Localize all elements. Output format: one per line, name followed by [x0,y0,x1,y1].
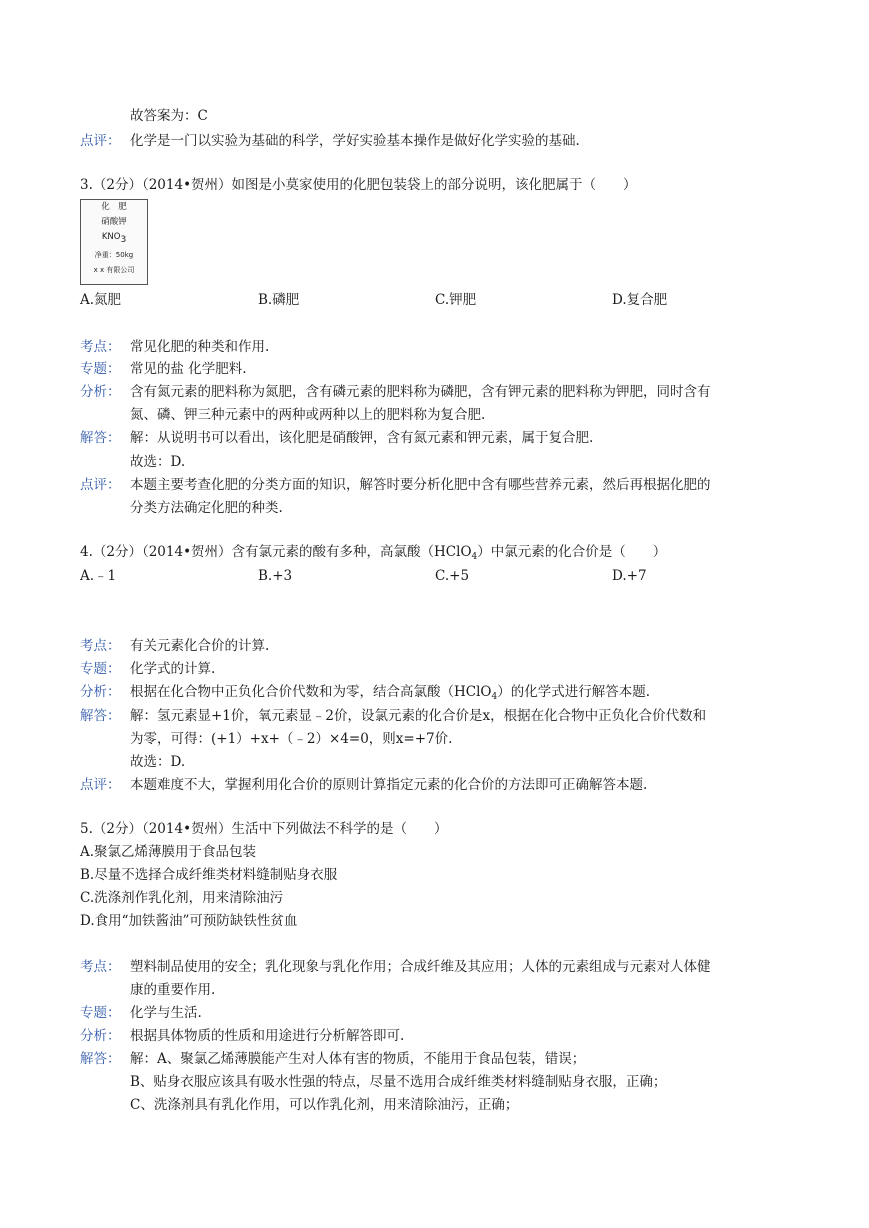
q5-fenxi-label: 分析： [80,1028,121,1044]
q3-fenxi-line: 含有氮元素的肥料称为氮肥，含有磷元素的肥料称为磷肥，含有钾元素的肥料称为钾肥，同时含有 [130,384,711,400]
q3-option-c: C.钾肥 [435,292,477,308]
q4-dianping-label: 点评： [80,777,121,793]
q3-dianping-line: 本题主要考查化肥的分类方面的知识，解答时要分析化肥中含有哪些营养元素，然后再根据化肥的 [130,477,711,493]
q4-jieda-label: 解答： [80,708,121,724]
previous-answer: 故答案为：C [130,108,208,124]
q3-dianping-line: 分类方法确定化肥的种类. [130,500,283,516]
q4-stem: 4.（2分）（2014•贺州）含有氯元素的酸有多种，高氯酸（HClO$_4$）中氯元素的化合价是（ ） [80,544,667,562]
q4-dianping: 本题难度不大，掌握利用化合价的原则计算指定元素的化合价的方法即可正确解答本题. [130,777,648,793]
q5-zhuanti-label: 专题： [80,1005,121,1021]
q3-jieda-line: 解：从说明书可以看出，该化肥是硝酸钾，含有氮元素和钾元素，属于复合肥. [130,430,594,446]
q5-zhuanti: 化学与生活. [130,1005,202,1021]
q3-zhuanti: 常见的盐 化学肥料. [130,361,247,377]
q5-jieda-line: C、洗涤剂具有乳化作用，可以作乳化剂，用来清除油污，正确； [130,1097,519,1113]
q3-fenxi-line: 氮、磷、钾三种元素中的两种或两种以上的肥料称为复合肥. [130,407,486,423]
q3-dianping-label: 点评： [80,477,121,493]
q5-jieda-label: 解答： [80,1051,121,1067]
q4-zhuanti-label: 专题： [80,661,121,677]
q3-option-d: D.复合肥 [612,292,668,308]
q5-kaodian-line: 塑料制品使用的安全；乳化现象与乳化作用；合成纤维及其应用；人体的元素组成与元素对人体健 [130,959,711,975]
q4-jieda-line: 解：氢元素显+1价，氧元素显﹣2价，设氯元素的化合价是x，根据在化合物中正负化合价代数和 [130,708,707,724]
q5-jieda-line: 解：A、聚氯乙烯薄膜能产生对人体有害的物质，不能用于食品包装，错误； [130,1051,586,1067]
q4-option-b: B.+3 [258,568,293,584]
q3-kaodian-label: 考点： [80,339,121,355]
q3-jieda-label: 解答： [80,430,121,446]
comment-text: 化学是一门以实验为基础的科学，学好实验基本操作是做好化学实验的基础. [130,133,580,149]
image-line: 硝酸钾 [101,217,127,227]
q3-option-a: A.氮肥 [80,292,122,308]
q5-stem: 5.（2分）（2014•贺州）生活中下列做法不科学的是（ ） [80,821,448,837]
q4-fenxi: 根据在化合物中正负化合价代数和为零，结合高氯酸（HClO$_4$）的化学式进行解答本题. [130,684,651,702]
q5-fenxi: 根据具体物质的性质和用途进行分析解答即可. [130,1028,405,1044]
q4-option-c: C.+5 [435,568,470,584]
image-line: x x 有限公司 [93,266,135,274]
q3-stem: 3.（2分）（2014•贺州）如图是小莫家使用的化肥包装袋上的部分说明，该化肥属于（ ） [80,177,637,193]
q3-fenxi-label: 分析： [80,384,121,400]
q4-kaodian-label: 考点： [80,638,121,654]
image-line: 净重：50kg [94,251,134,259]
fertilizer-label-image [80,199,148,285]
q3-zhuanti-label: 专题： [80,361,121,377]
q4-option-a: A.﹣1 [80,568,117,584]
q5-option-d: D.食用“加铁酱油”可预防缺铁性贫血 [80,913,298,929]
q4-zhuanti: 化学式的计算. [130,661,216,677]
q5-option-a: A.聚氯乙烯薄膜用于食品包装 [80,844,257,860]
image-line: 化 肥 [101,202,127,212]
q4-jieda-line: 为零，可得：(+1）+x+（﹣2）×4=0，则x=+7价. [130,731,453,747]
q4-jieda-line: 故选：D. [130,754,186,770]
q4-option-d: D.+7 [612,568,647,584]
q3-option-b: B.磷肥 [258,292,300,308]
comment-label: 点评： [80,133,121,149]
q5-jieda-line: B、贴身衣服应该具有吸水性强的特点，尽量不选用合成纤维类材料缝制贴身衣服，正确； [130,1074,667,1090]
q5-kaodian-label: 考点： [80,959,121,975]
q4-kaodian: 有关元素化合价的计算. [130,638,270,654]
q5-option-b: B.尽量不选择合成纤维类材料缝制贴身衣服 [80,867,338,883]
q3-jieda-line: 故选：D. [130,454,186,470]
q3-kaodian: 常见化肥的种类和作用. [130,339,270,355]
q4-fenxi-label: 分析： [80,684,121,700]
q5-kaodian-line: 康的重要作用. [130,982,216,998]
q5-option-c: C.洗涤剂作乳化剂，用来清除油污 [80,890,284,906]
image-line: $KNO_3$ [101,232,127,245]
